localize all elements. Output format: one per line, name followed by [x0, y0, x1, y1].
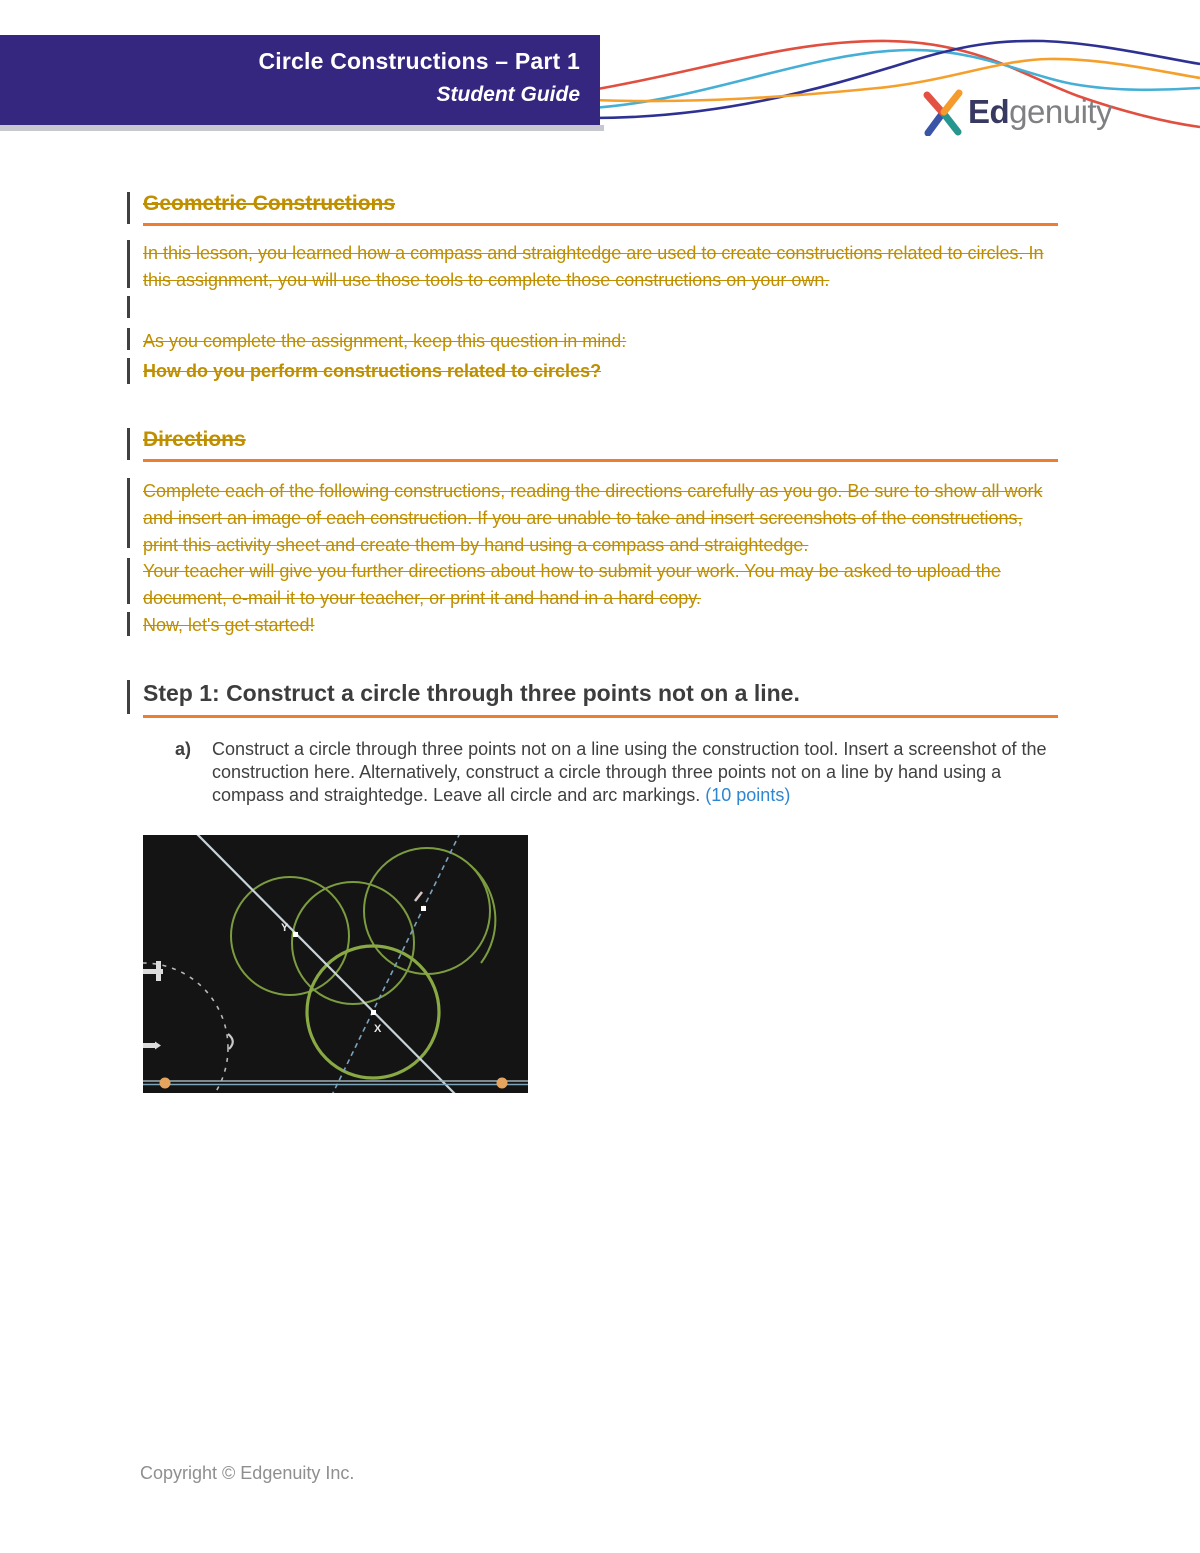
heading-step1: Step 1: Construct a circle through three points not on a line.: [143, 680, 1058, 718]
baseline-endpoint-dot: [497, 1078, 508, 1089]
title-banner: [0, 35, 600, 125]
question-lead-text: As you complete the assignment, keep this question in mind:: [143, 331, 627, 351]
point-y-marker: [293, 932, 298, 937]
change-bar: [127, 192, 130, 224]
essential-question-text: How do you perform constructions related to circles?: [143, 361, 602, 381]
heading-geometric-constructions: Geometric Constructions: [143, 192, 1058, 226]
point-x-marker: [371, 1010, 376, 1015]
change-bar: [127, 680, 130, 714]
document-title: Circle Constructions – Part 1: [258, 48, 580, 74]
edgenuity-logo: [920, 88, 1112, 136]
item-a-body: Construct a circle through three points not on a line using the construction tool. Insert a screenshot of the construction here. Alternatively, construct a circle through three points not on a line by hand using a compass and straightedge. Leave all circle and arc markings.: [212, 739, 1047, 805]
change-bar: [127, 428, 130, 460]
directions-paragraph-1: Complete each of the following constructions, reading the directions carefully as you go. Be sure to show all work and insert an image of each construction. If you are unable to take and insert screenshots of the constructions, print this activity sheet and create them by hand using a compass and straightedge.: [143, 481, 1043, 555]
directions-paragraph-2: Your teacher will give you further directions about how to submit your work. You may be asked to upload the document, e-mail it to your teacher, or print it and hand in a hard copy.: [143, 561, 1001, 608]
heading-directions: Directions: [143, 428, 1058, 462]
change-bar: [127, 358, 130, 384]
step1-item-a: [175, 738, 1055, 807]
change-bar: [127, 240, 130, 288]
ui-artifact: [143, 969, 163, 974]
points-note: (10 points): [705, 785, 791, 805]
point-marker: [421, 906, 426, 911]
logo-genuity: genuity: [1009, 93, 1113, 130]
change-bar: [127, 328, 130, 350]
item-a-text: [212, 738, 1055, 807]
copyright-text: Copyright © Edgenuity Inc.: [140, 1463, 355, 1483]
document-subtitle: Student Guide: [436, 83, 580, 106]
change-bar: [127, 558, 130, 604]
edgenuity-x-icon: [920, 88, 966, 136]
change-bar: [127, 478, 130, 548]
construction-screenshot: [143, 835, 528, 1093]
baseline-endpoint-dot: [160, 1078, 171, 1089]
directions-paragraph-3: Now, let's get started!: [143, 615, 315, 635]
logo-ed: Ed: [968, 93, 1010, 130]
change-bar: [127, 296, 130, 318]
label-x: X: [374, 1023, 382, 1035]
banner-shadow: [0, 125, 604, 131]
logo-wordmark: [968, 93, 1112, 131]
figure-background: [143, 835, 528, 1093]
geometric-intro-paragraph: In this lesson, you learned how a compass and straightedge are used to create constructions related to circles. In this assignment, you will use those tools to complete those constructions on your own.: [143, 243, 1044, 290]
ui-artifact: [143, 1043, 155, 1048]
item-a-label: a): [175, 739, 192, 759]
label-y: Y: [281, 922, 289, 934]
change-bar: [127, 612, 130, 636]
